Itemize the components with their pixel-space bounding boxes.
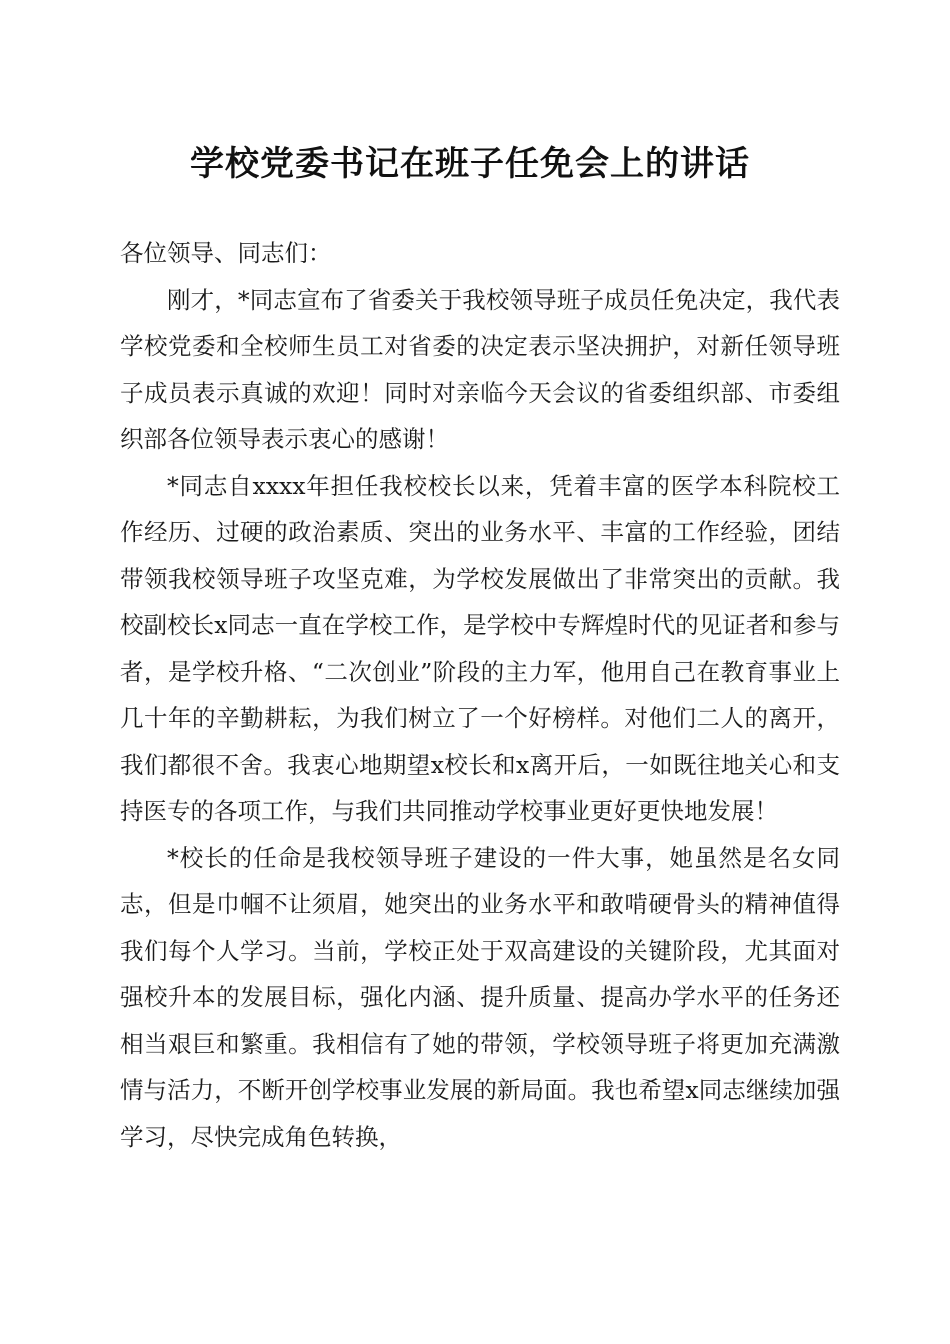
page-title: 学校党委书记在班子任免会上的讲话: [190, 144, 750, 184]
paragraph-2: *同志自xxxx年担任我校校长以来，凭着丰富的医学本科院校工作经历、过硬的政治素质、突出的业务水平、丰富的工作经验，团结带领我校领导班子攻坚克难，为学校发展做出了非常突出的贡献。我校副校长x同志一直在学校工作，是学校中专辉煌时代的见证者和参与者，是学校升格、“二次创业”阶段的主力军，他用自己在教育事业上几十年的辛勤耕耘，为我们树立了一个好榜样。对他们二人的离开，我们都很不舍。我衷心地期望x校长和x离开后，一如既往地关心和支持医专的各项工作，与我们共同推动学校事业更好更快地发展！: [120, 471, 840, 825]
paragraph-1: 刚才，*同志宣布了省委关于我校领导班子成员任免决定，我代表学校党委和全校师生员工对省委的决定表示坚决拥护，对新任领导班子成员表示真诚的欢迎！同时对亲临今天会议的省委组织部、市委组织部各位领导表示衷心的感谢！: [120, 285, 840, 453]
salutation: 各位领导、同志们：: [120, 239, 332, 267]
speech-body: [120, 230, 840, 1160]
paragraph-3: *校长的任命是我校领导班子建设的一件大事，她虽然是名女同志，但是巾帼不让须眉，她突出的业务水平和敢啃硬骨头的精神值得我们每个人学习。当前，学校正处于双高建设的关键阶段，尤其面对强校升本的发展目标，强化内涵、提升质量、提高办学水平的任务还相当艰巨和繁重。我相信有了她的带领，学校领导班子将更加充满激情与活力，不断开创学校事业发展的新局面。我也希望x同志继续加强学习，尽快完成角色转换，: [120, 843, 840, 1151]
